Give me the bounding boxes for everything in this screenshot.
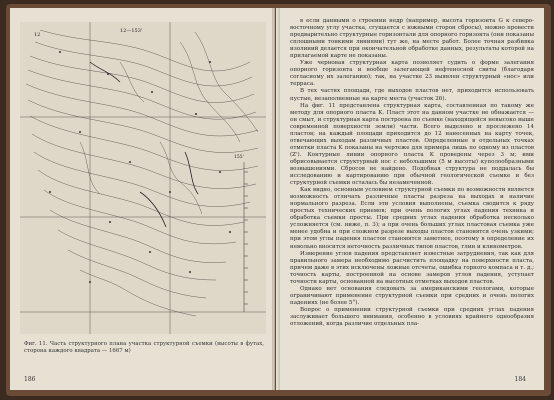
- paragraph: Как видно, основным условием структурной съемки по возможности является возможность отличать различные пласты разреза на выходах и наличие нормального разреза. Если эти условия выполнены, съемка сводится к ряду простых технических приемов; при очень пологих углах падения техника и обработка съемки просты. При средних углах падения обработка несколько усложняется (см. ниже, п. 3); а при очень больших углах пластовая съемка уже менее удобна и при сложном разрезе выходы пластов становятся очень узкими; при этом углы падения пластов становятся заметнее, поэтому в определение их невольно вносится неточность различных типов пластов, глин и клинометров.: [290, 187, 534, 250]
- right-page-number: 184: [514, 376, 526, 383]
- paragraph: Уже черновая структурная карта позволяет судить о форме залегания опорного горизонта и вообще залегающей нефтеносной свиты (благодаря согласному их залеганию); так, на участке 23 выявлен структурный «нос» или терраса.: [290, 60, 534, 88]
- paragraph: На фиг. 11 представлена структурная карта, составленная по такому же методу для опорного пласта K. Пласт этот на данном участке не обнажается — он смыт, и структурная карта построена по съемке (находящейся невысоко выше современной поверхности земли) части. Всего выделено и прослежено 14 пластов; на каждый площади приходится до 12 нанесенных на карту точек, отвечающих выходам различных пластов. Определенные в отдельных точках отметки пласта K показаны на чертеже для примера лишь по одному из пластов (Z'). Контурные линии опорного пласта K проведены через 3 м; ими обрисовывается структурный нос с небольшими (5 м высоты) куполообразными возвышениями. Сбросов не найдено. Подобная структура не поддалась бы исследованию и картированию при обычной геологической съемке и без структурной съемки осталась бы незамеченной.: [290, 102, 534, 187]
- figure-caption: Фиг. 11. Часть структурного плана участка структурной съемки (высоты в футах, сторона каждого квадрата — 1667 м): [24, 341, 264, 354]
- paragraph: Вопрос о применении структурной съемки при средних углах падения заслуживает большого внимания, особенно в условиях крайнего однообразия отложений, когда различие отдельных пла-: [290, 306, 534, 328]
- paragraph: Измерение углов падения представляет известные затруднения, так как для правильного замера необходимо расчистить площадку на поверхности пласта, причем даже в этих исключены ложные отсчеты, ошибка горного компаса и т. д.; точность карты, построенной на основе замеров углов падения, уступает точности карты, основанной на высотных отметках выходов пластов.: [290, 250, 534, 285]
- paragraph: В тех частях площади, где выходов пластов нет, приходится использовать пустые, незаполненные на карте места (участок 26).: [290, 88, 534, 102]
- map-label-top-center: 12—153': [120, 28, 143, 34]
- right-page: [276, 8, 544, 390]
- book: [6, 4, 551, 396]
- body-text: [290, 18, 534, 328]
- paragraph: Однако нет основания следовать за американскими геологами, которые ограничивают применение структурной съемки при средних и очень пологих падениях (не более 5°).: [290, 285, 534, 306]
- left-page: [10, 8, 275, 390]
- paragraph: в если данными о строении недр (например, высота горизонта G к северо-восточному углу участка, сгущается с южными сторон сбросы), можно провести предварительно структурные горизонтали для опорного горизонта (они показаны сплошными тонкими линиями) тут же, на месте работ. Более точная разбивка изолиний делается при окончательной обработке данных, результаты которой на прилагаемой карте не показаны.: [290, 18, 534, 60]
- map-label-scale-top: 155': [234, 155, 244, 160]
- map-label-top-left: 12: [34, 32, 41, 38]
- left-page-number: 186: [24, 376, 36, 383]
- structure-contour-map: [20, 22, 266, 334]
